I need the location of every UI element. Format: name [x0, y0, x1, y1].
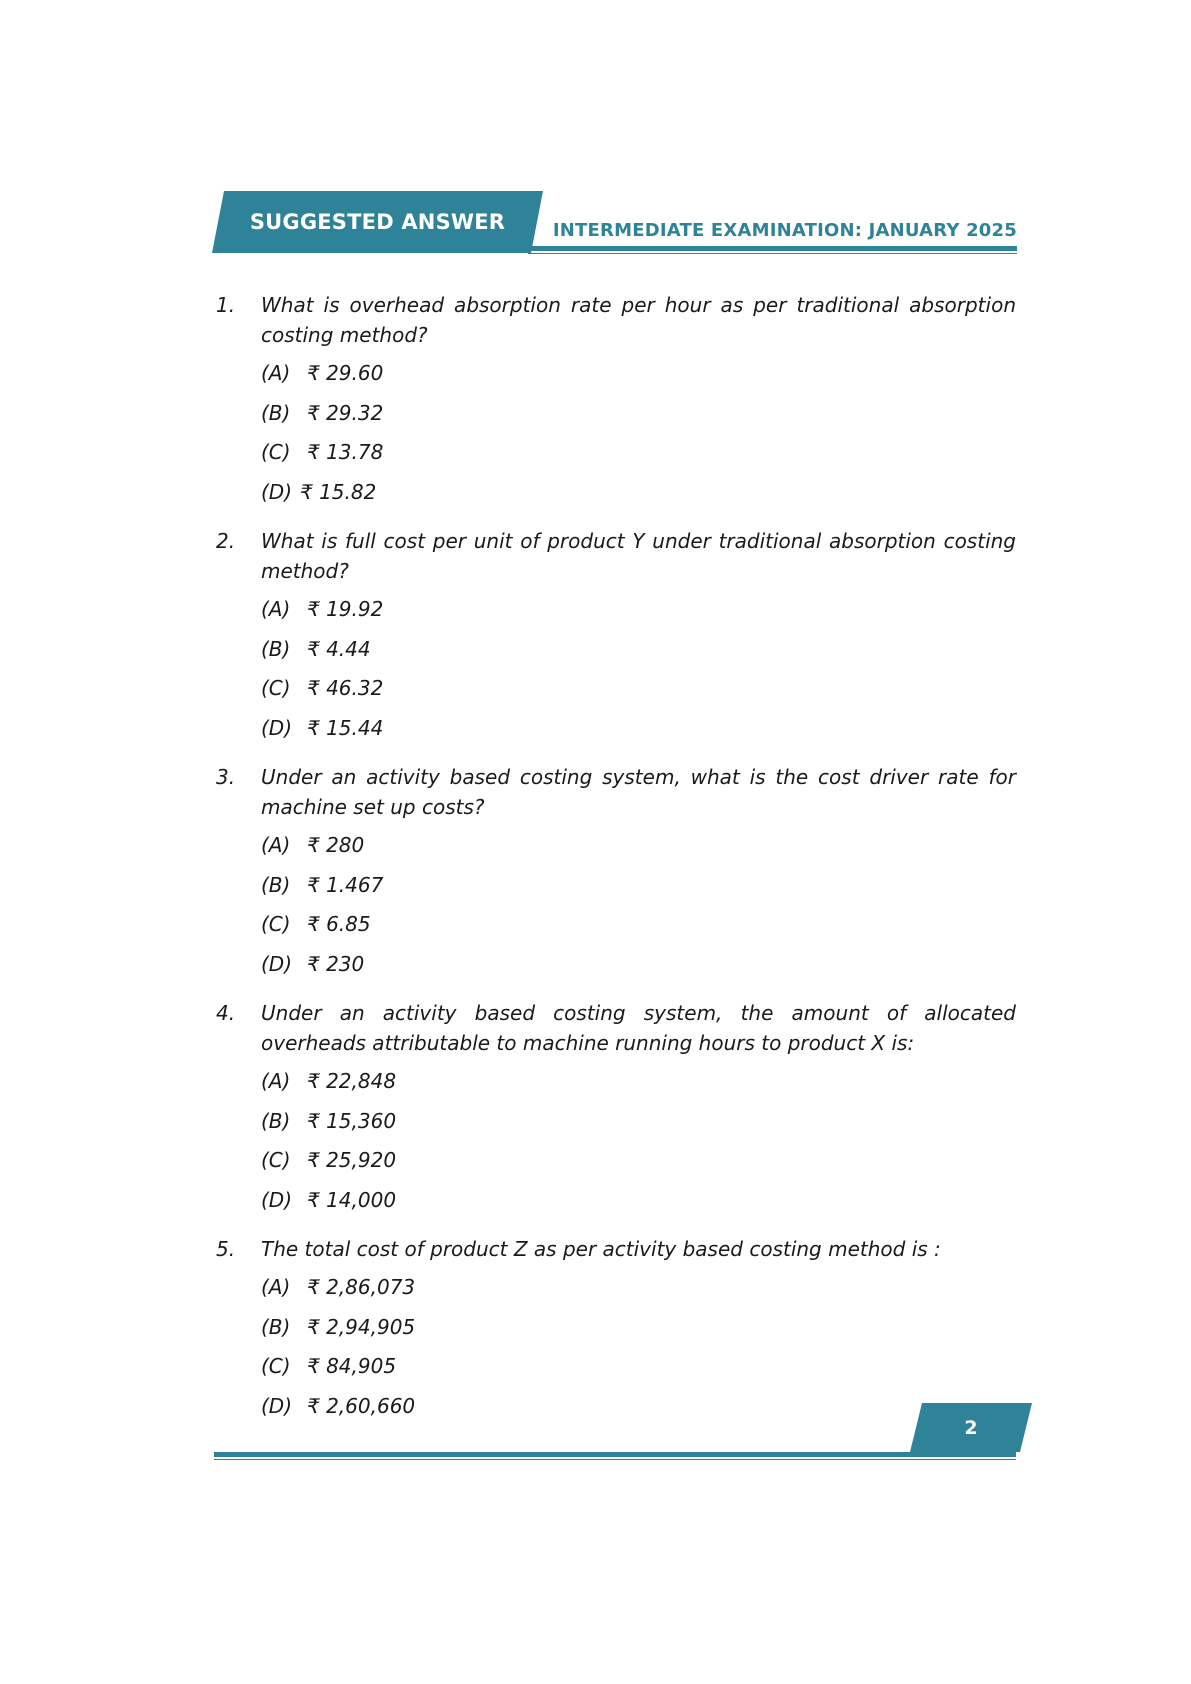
option-d: [261, 1185, 1016, 1225]
question-number: 2.: [216, 529, 236, 553]
option-letter: (A): [261, 1275, 291, 1299]
question-number: 5.: [216, 1237, 236, 1261]
question-3: [216, 762, 1016, 988]
option-value: ₹ 22,848: [307, 1069, 397, 1093]
header-rule: [528, 246, 1017, 251]
option-letter: (D): [261, 1187, 293, 1212]
option-b: [261, 398, 1016, 438]
page-number: 2: [964, 1416, 978, 1439]
option-value: ₹ 84,905: [307, 1354, 397, 1378]
option-a: [261, 1272, 1016, 1312]
option-letter: (B): [261, 872, 291, 897]
option-value: ₹ 15.82: [300, 479, 377, 504]
option-letter: (C): [261, 440, 291, 464]
option-letter: (C): [261, 676, 291, 700]
option-letter: (A): [261, 597, 291, 621]
option-letter: (C): [261, 1354, 291, 1378]
option-value: ₹ 25,920: [307, 1148, 397, 1172]
option-d: [261, 949, 1016, 989]
option-value: ₹ 46.32: [307, 676, 384, 700]
option-c: [261, 1145, 1016, 1185]
question-1: [216, 290, 1016, 516]
option-letter: (D): [261, 1393, 293, 1418]
option-list: [261, 1272, 1016, 1430]
option-c: [261, 673, 1016, 713]
option-value: ₹ 2,86,073: [307, 1275, 416, 1299]
question-2: [216, 526, 1016, 752]
option-a: [261, 358, 1016, 398]
option-letter: (D): [261, 715, 293, 740]
option-a: [261, 1066, 1016, 1106]
option-list: [261, 830, 1016, 988]
option-value: ₹ 2,94,905: [307, 1314, 416, 1339]
option-letter: (B): [261, 1108, 291, 1133]
option-value: ₹ 6.85: [307, 912, 371, 936]
option-value: ₹ 19.92: [307, 597, 384, 621]
question-text: Under an activity based costing system, the amount of allocated overheads attributable to machine running hours to product X is:: [261, 1001, 1016, 1055]
option-letter: (B): [261, 1314, 291, 1339]
question-4: [216, 998, 1016, 1224]
option-letter: (C): [261, 912, 291, 936]
option-d: [261, 477, 1016, 517]
option-letter: (B): [261, 400, 291, 425]
question-text: Under an activity based costing system, what is the cost driver rate for machine set up costs?: [261, 765, 1016, 819]
option-letter: (C): [261, 1148, 291, 1172]
question-number: 1.: [216, 293, 236, 317]
question-text: What is overhead absorption rate per hour as per traditional absorption costing method?: [261, 293, 1016, 347]
header-tab-label: SUGGESTED ANSWER: [249, 210, 506, 234]
option-value: ₹ 280: [307, 833, 365, 857]
option-letter: (A): [261, 361, 291, 385]
question-number: 3.: [216, 765, 236, 789]
option-value: ₹ 15,360: [307, 1108, 397, 1133]
option-value: ₹ 29.60: [307, 361, 384, 385]
header-rule-thin: [528, 253, 1017, 254]
option-value: ₹ 29.32: [307, 400, 384, 425]
option-value: ₹ 13.78: [307, 440, 384, 464]
option-value: ₹ 230: [307, 951, 365, 976]
option-c: [261, 1351, 1016, 1391]
question-list: [216, 290, 1016, 1440]
question-text: The total cost of product Z as per activity based costing method is :: [261, 1237, 941, 1261]
option-c: [261, 909, 1016, 949]
option-list: [261, 358, 1016, 516]
option-c: [261, 437, 1016, 477]
option-list: [261, 594, 1016, 752]
footer-rule-thin: [214, 1459, 1016, 1460]
option-b: [261, 1312, 1016, 1352]
option-a: [261, 830, 1016, 870]
option-letter: (A): [261, 1069, 291, 1093]
option-b: [261, 870, 1016, 910]
question-number: 4.: [216, 1001, 236, 1025]
option-a: [261, 594, 1016, 634]
question-5: [216, 1234, 1016, 1430]
option-value: ₹ 1.467: [307, 872, 384, 897]
option-letter: (B): [261, 636, 291, 661]
option-value: ₹ 2,60,660: [307, 1393, 416, 1418]
option-d: [261, 1391, 1016, 1431]
footer-rule: [214, 1452, 1016, 1457]
option-d: [261, 713, 1016, 753]
option-b: [261, 634, 1016, 674]
option-letter: (D): [261, 479, 293, 504]
option-letter: (D): [261, 951, 293, 976]
option-value: ₹ 15.44: [307, 715, 384, 740]
option-letter: (A): [261, 833, 291, 857]
exam-title: INTERMEDIATE EXAMINATION: JANUARY 2025: [552, 220, 1017, 241]
option-value: ₹ 14,000: [307, 1187, 397, 1212]
option-b: [261, 1106, 1016, 1146]
question-text: What is full cost per unit of product Y under traditional absorption costing method?: [261, 529, 1016, 583]
option-value: ₹ 4.44: [307, 636, 371, 661]
option-list: [261, 1066, 1016, 1224]
